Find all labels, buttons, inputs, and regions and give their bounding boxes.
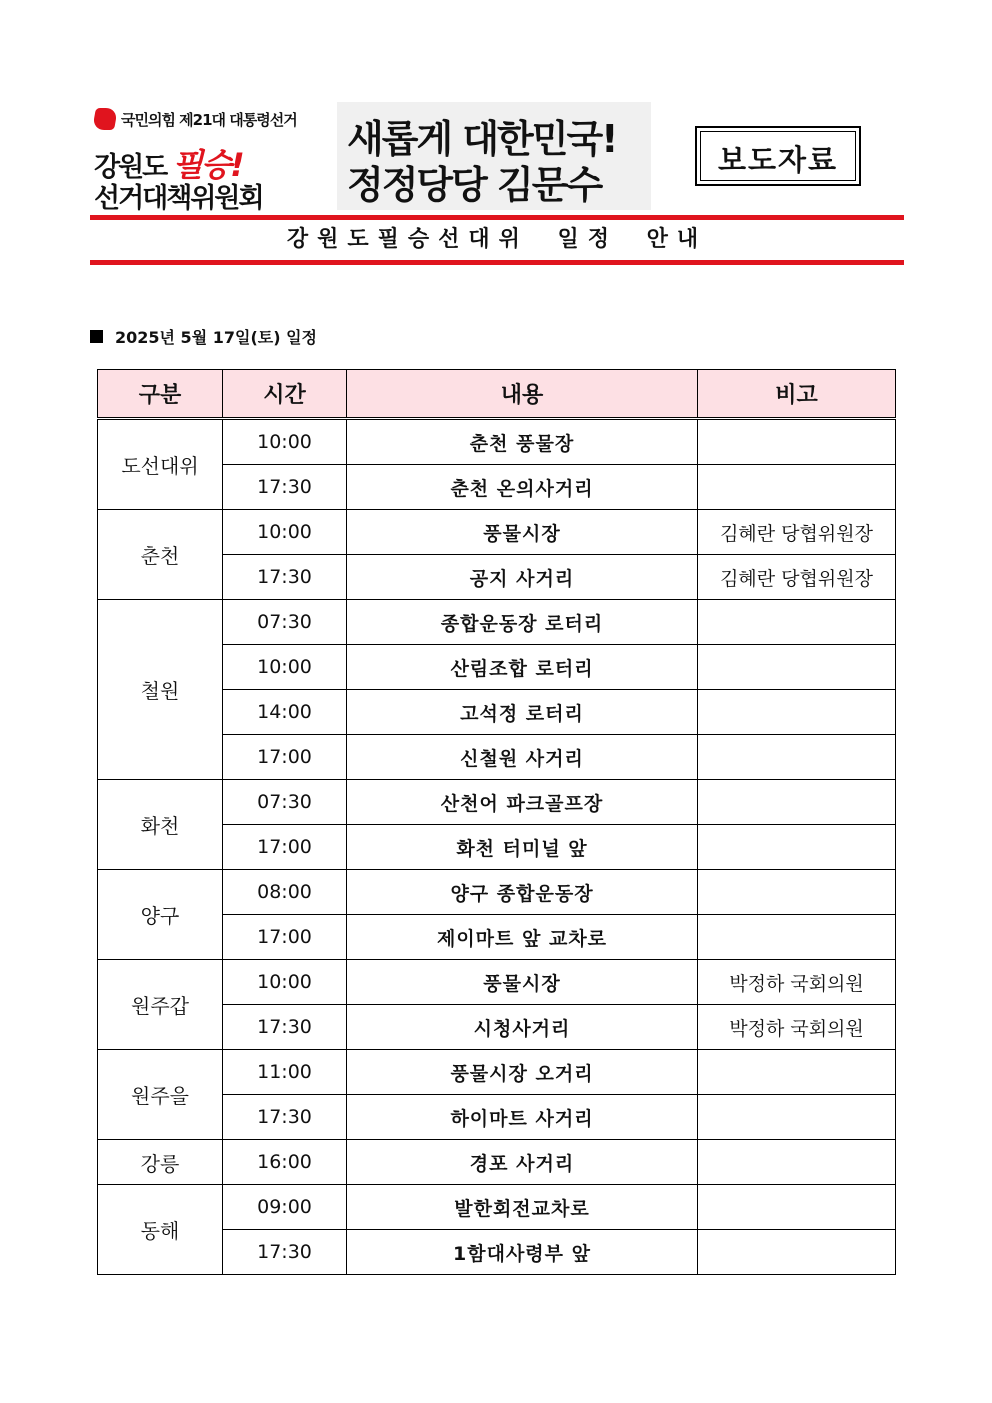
place-cell: 산림조합 로터리 xyxy=(347,645,698,690)
place-cell: 제이마트 앞 교차로 xyxy=(347,915,698,960)
note-cell xyxy=(698,1230,896,1275)
party-logo-icon xyxy=(92,108,118,130)
place-cell: 시청사거리 xyxy=(347,1005,698,1050)
table-row xyxy=(98,510,896,555)
note-cell xyxy=(698,915,896,960)
place-cell: 1함대사령부 앞 xyxy=(347,1230,698,1275)
press-release-label: 보도자료 xyxy=(717,143,839,177)
table-row xyxy=(98,960,896,1005)
table-row xyxy=(98,1140,896,1185)
schedule-table xyxy=(97,369,896,1275)
time-cell: 07:30 xyxy=(223,600,347,645)
note-cell xyxy=(698,1185,896,1230)
time-cell: 14:00 xyxy=(223,690,347,735)
note-cell: 박정하 국회의원 xyxy=(698,960,896,1005)
org-name-highlight: 필승! xyxy=(172,146,243,184)
table-row xyxy=(98,780,896,825)
slogan-line1: 새롭게 대한민국! xyxy=(347,117,617,161)
header-bottom-rule xyxy=(90,260,904,265)
region-cell: 원주갑 xyxy=(98,960,223,1050)
place-cell: 발한회전교차로 xyxy=(347,1185,698,1230)
time-cell: 11:00 xyxy=(223,1050,347,1095)
region-cell: 동해 xyxy=(98,1185,223,1275)
place-cell: 춘천 온의사거리 xyxy=(347,465,698,510)
place-cell: 종합운동장 로터리 xyxy=(347,600,698,645)
region-cell: 양구 xyxy=(98,870,223,960)
time-cell: 10:00 xyxy=(223,645,347,690)
schedule-date-text: 2025년 5월 17일(토) 일정 xyxy=(115,328,318,347)
slogan-banner xyxy=(337,102,651,210)
time-cell: 17:30 xyxy=(223,555,347,600)
time-cell: 17:00 xyxy=(223,735,347,780)
place-cell: 신철원 사거리 xyxy=(347,735,698,780)
table-header-row xyxy=(98,370,896,419)
note-cell xyxy=(698,645,896,690)
time-cell: 17:30 xyxy=(223,465,347,510)
region-cell: 화천 xyxy=(98,780,223,870)
org-name-part2: 선거대책위원회 xyxy=(94,183,263,214)
region-cell: 도선대위 xyxy=(98,419,223,510)
note-cell xyxy=(698,870,896,915)
region-cell: 철원 xyxy=(98,600,223,780)
party-line xyxy=(94,108,297,130)
note-cell: 김혜란 당협위원장 xyxy=(698,510,896,555)
note-cell xyxy=(698,825,896,870)
place-cell: 춘천 풍물장 xyxy=(347,419,698,465)
time-cell: 09:00 xyxy=(223,1185,347,1230)
press-release-box xyxy=(695,126,861,186)
table-row xyxy=(98,870,896,915)
square-bullet-icon xyxy=(90,330,103,343)
place-cell: 풍물시장 xyxy=(347,510,698,555)
page-title: 강원도필승선대위 일정 안내 xyxy=(286,227,708,252)
time-cell: 17:30 xyxy=(223,1230,347,1275)
note-cell: 박정하 국회의원 xyxy=(698,1005,896,1050)
note-cell xyxy=(698,419,896,465)
note-cell: 김혜란 당협위원장 xyxy=(698,555,896,600)
time-cell: 16:00 xyxy=(223,1140,347,1185)
note-cell xyxy=(698,1050,896,1095)
org-name-part1: 강원도 xyxy=(94,152,167,183)
note-cell xyxy=(698,1140,896,1185)
time-cell: 17:30 xyxy=(223,1005,347,1050)
place-cell: 공지 사거리 xyxy=(347,555,698,600)
column-header-note: 비고 xyxy=(698,370,896,419)
note-cell xyxy=(698,465,896,510)
schedule-date-heading xyxy=(90,325,317,348)
note-cell xyxy=(698,690,896,735)
table-row xyxy=(98,1185,896,1230)
place-cell: 양구 종합운동장 xyxy=(347,870,698,915)
time-cell: 17:30 xyxy=(223,1095,347,1140)
column-header-category: 구분 xyxy=(98,370,223,419)
place-cell: 화천 터미널 앞 xyxy=(347,825,698,870)
place-cell: 산천어 파크골프장 xyxy=(347,780,698,825)
time-cell: 17:00 xyxy=(223,825,347,870)
region-cell: 원주을 xyxy=(98,1050,223,1140)
note-cell xyxy=(698,780,896,825)
region-cell: 춘천 xyxy=(98,510,223,600)
time-cell: 17:00 xyxy=(223,915,347,960)
table-row xyxy=(98,419,896,465)
column-header-content: 내용 xyxy=(347,370,698,419)
note-cell xyxy=(698,1095,896,1140)
time-cell: 10:00 xyxy=(223,419,347,465)
table-row xyxy=(98,1050,896,1095)
note-cell xyxy=(698,735,896,780)
slogan-line2: 정정당당 김문수 xyxy=(347,163,602,207)
place-cell: 하이마트 사거리 xyxy=(347,1095,698,1140)
place-cell: 경포 사거리 xyxy=(347,1140,698,1185)
time-cell: 07:30 xyxy=(223,780,347,825)
region-cell: 강릉 xyxy=(98,1140,223,1185)
note-cell xyxy=(698,600,896,645)
place-cell: 풍물시장 오거리 xyxy=(347,1050,698,1095)
campaign-logo xyxy=(94,106,334,214)
place-cell: 풍물시장 xyxy=(347,960,698,1005)
header-top-rule xyxy=(90,215,904,220)
table-row xyxy=(98,600,896,645)
time-cell: 10:00 xyxy=(223,510,347,555)
place-cell: 고석정 로터리 xyxy=(347,690,698,735)
party-line-text: 국민의힘 제21대 대통령선거 xyxy=(121,110,297,129)
time-cell: 08:00 xyxy=(223,870,347,915)
time-cell: 10:00 xyxy=(223,960,347,1005)
column-header-time: 시간 xyxy=(223,370,347,419)
